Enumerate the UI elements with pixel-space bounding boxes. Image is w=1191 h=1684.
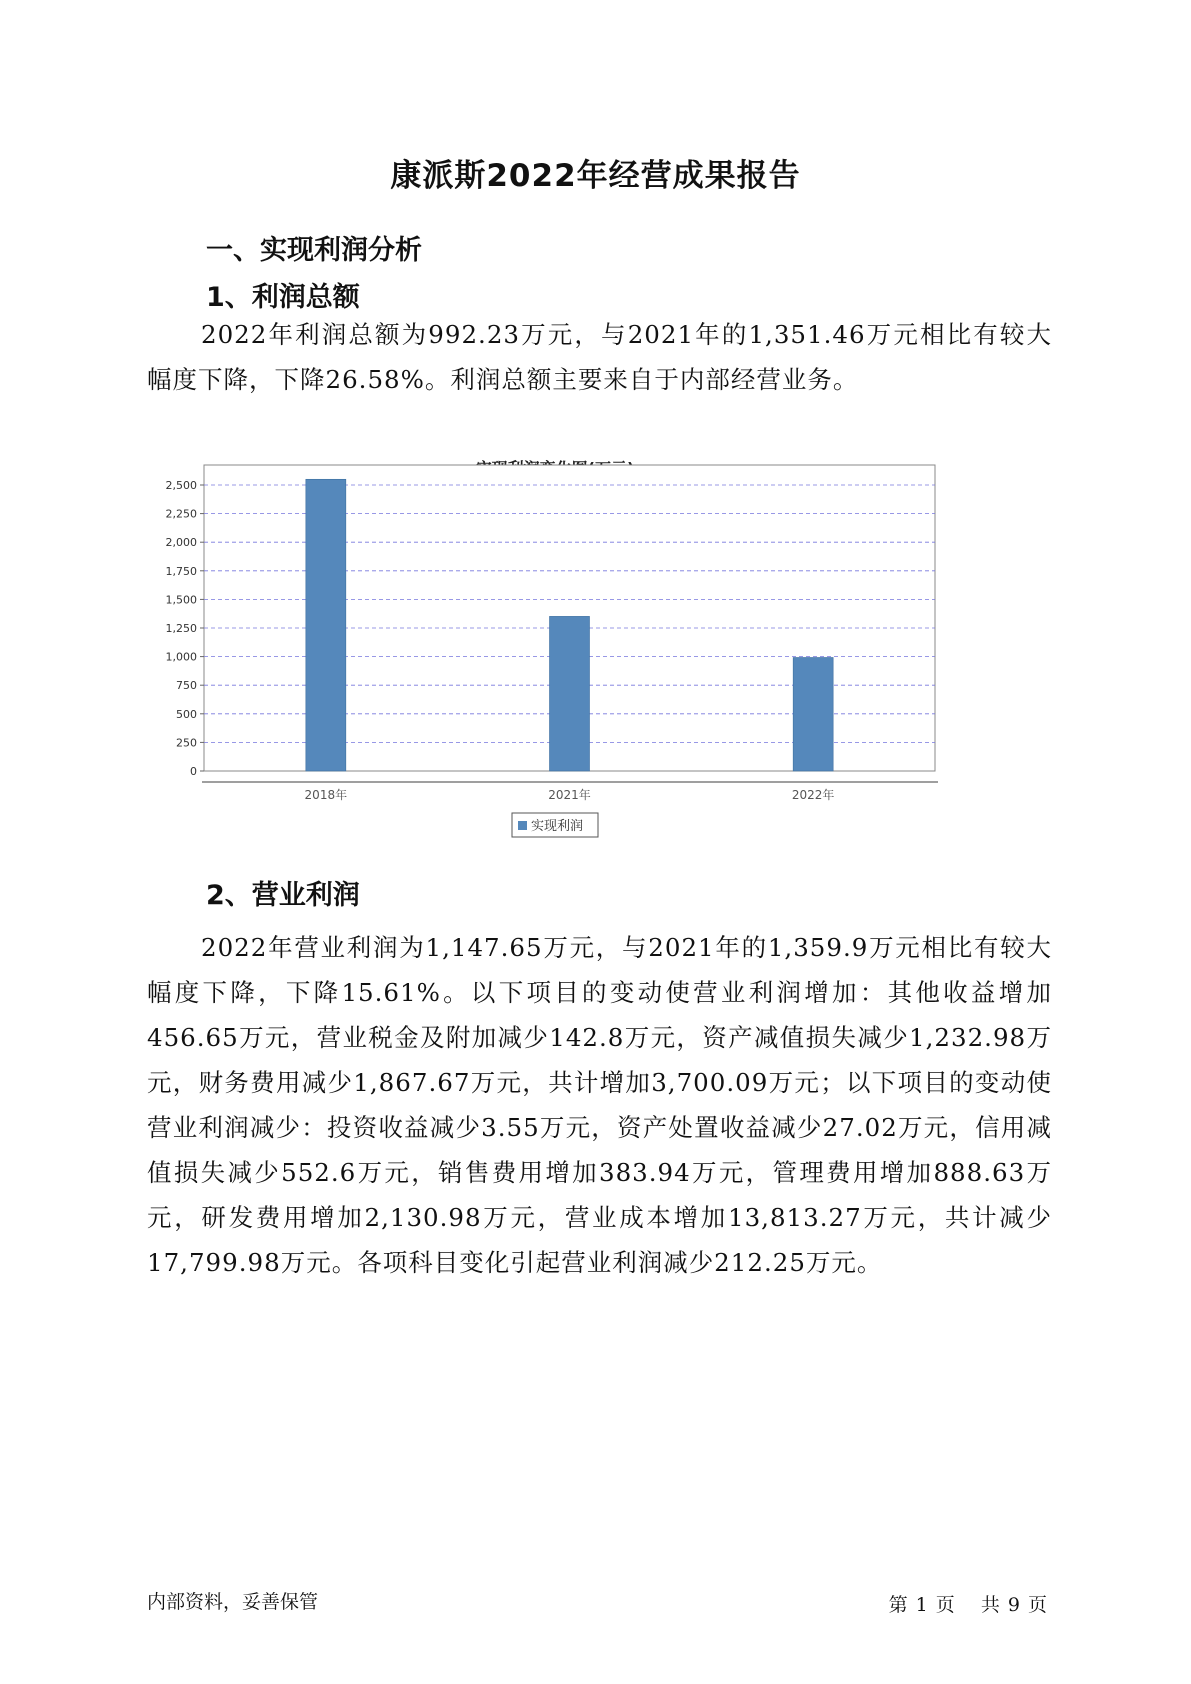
y-tick-label: 1,500 — [165, 593, 197, 607]
y-tick-label: 2,250 — [165, 507, 197, 521]
bar-2018年 — [306, 479, 346, 771]
y-tick-label: 1,750 — [165, 564, 197, 578]
document-title: 康派斯2022年经营成果报告 — [390, 158, 801, 194]
chart-legend — [512, 813, 598, 837]
y-tick-label: 500 — [176, 707, 197, 721]
paragraph-operating-profit: 2022年营业利润为1,147.65万元，与2021年的1,359.9万元相比有较大幅度下降，下降15.61%。以下项目的变动使营业利润增加：其他收益增加456.65万元，营业税金及附加减少142.8万元，资产减值损失减少1,232.98万元，财务费用减少1,867.67万元，共计增加3,700.09万元；以下项目的变动使营业利润减少：投资收益减少3.55万元，资产处置收益减少27.02万元，信用减值损失减少552.6万元，销售费用增加383.94万元，管理费用增加888.63万元，研发费用增加2,130.98万元，营业成本增加13,813.27万元，共计减少17,799.98万元。各项科目变化引起营业利润减少212.25万元。 — [147, 933, 1052, 1277]
page-number: 1 — [915, 1594, 928, 1616]
page-unit: 页 — [935, 1594, 955, 1616]
x-tick-label: 2018年 — [304, 788, 348, 802]
footer-confidential-note: 内部资料，妥善保管 — [147, 1591, 319, 1613]
x-tick-label: 2021年 — [548, 788, 591, 802]
bar-2022年 — [793, 657, 833, 771]
y-tick-label: 1,000 — [165, 650, 197, 664]
page-prefix: 第 — [888, 1594, 908, 1616]
y-tick-label: 2,000 — [165, 536, 197, 550]
subsection-heading-operating-profit: 2、营业利润 — [206, 880, 360, 911]
legend-label: 实现利润 — [531, 819, 584, 834]
subsection-heading-total-profit: 1、利润总额 — [206, 282, 360, 313]
total-pages: 9 — [1007, 1594, 1020, 1616]
paragraph-total-profit: 2022年利润总额为992.23万元，与2021年的1,351.46万元相比有较大幅度下降，下降26.58%。利润总额主要来自于内部经营业务。 — [147, 320, 1052, 394]
y-tick-label: 0 — [190, 765, 197, 778]
y-tick-label: 250 — [176, 736, 197, 750]
bar-2021年 — [550, 616, 590, 771]
profit-bar-chart — [160, 455, 1040, 910]
total-prefix: 共 — [980, 1594, 1000, 1616]
y-tick-label: 2,500 — [165, 479, 197, 492]
profit-chart — [160, 455, 1040, 910]
legend-swatch — [518, 821, 527, 830]
footer-page-indicator — [885, 1590, 1051, 1617]
section-heading-profit-analysis: 一、实现利润分析 — [206, 235, 422, 266]
total-unit: 页 — [1027, 1594, 1047, 1616]
x-tick-label: 2022年 — [791, 788, 835, 802]
y-tick-label: 750 — [176, 679, 197, 693]
y-tick-label: 1,250 — [165, 622, 197, 635]
